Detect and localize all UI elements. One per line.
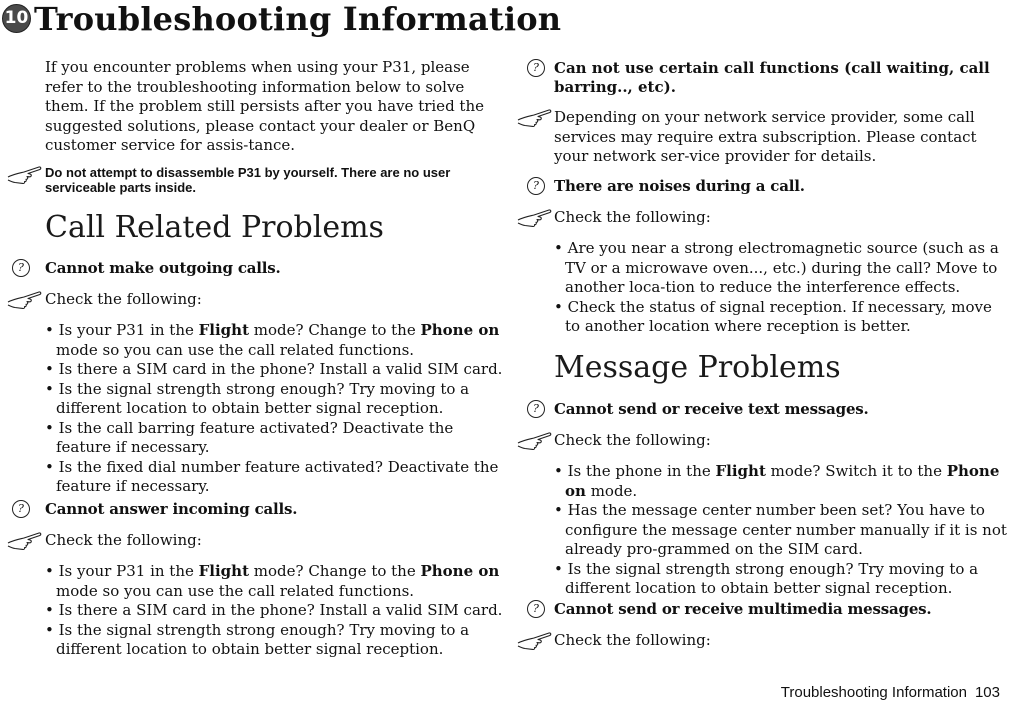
list-item: • Is your P31 in the Flight mode? Change to the Phone on mode so you can use the call related functions. bbox=[45, 321, 500, 359]
warning-note: Do not attempt to disassemble P31 by yourself. There are no user serviceable parts inside. bbox=[45, 165, 451, 195]
question-icon: ? bbox=[527, 600, 545, 618]
list-item: • Is the signal strength strong enough? Try moving to a different location to obtain better signal reception. bbox=[554, 559, 979, 597]
pointing-hand-icon bbox=[516, 431, 552, 451]
mode-name: Phone on bbox=[420, 562, 500, 580]
list-item: • Is the phone in the Flight mode? Switch it to the Phone on mode. bbox=[554, 462, 1000, 500]
pointing-hand-icon bbox=[516, 631, 552, 651]
mode-name: Flight bbox=[198, 321, 250, 339]
list-item: • Is the call barring feature activated? Deactivate the feature if necessary. bbox=[45, 418, 454, 456]
question-heading: Cannot answer incoming calls. bbox=[45, 500, 298, 518]
footer-section-title: Troubleshooting Information bbox=[780, 684, 967, 701]
pointing-hand-icon bbox=[516, 108, 552, 128]
check-label: Check the following: bbox=[45, 290, 202, 308]
question-heading: Cannot send or receive text messages. bbox=[554, 400, 869, 418]
question-icon: ? bbox=[527, 59, 545, 77]
list-item: • Is there a SIM card in the phone? Install a valid SIM card. bbox=[45, 360, 503, 378]
note-paragraph: Depending on your network service provider, some call services may require extra subscription. Please contact your network ser-vice provider for details. bbox=[554, 108, 977, 165]
check-label: Check the following: bbox=[554, 631, 711, 649]
question-icon: ? bbox=[12, 259, 30, 277]
chapter-title: Troubleshooting Information bbox=[34, 0, 562, 38]
list-item: • Is your P31 in the Flight mode? Change to the Phone on mode so you can use the call related functions. bbox=[45, 562, 500, 600]
chapter-number-badge: 10 bbox=[2, 4, 31, 33]
question-heading: Can not use certain call functions (call waiting, call barring.., etc). bbox=[554, 59, 990, 96]
mode-name: Phone on bbox=[420, 321, 500, 339]
list-item: • Is there a SIM card in the phone? Install a valid SIM card. bbox=[45, 601, 503, 619]
check-label: Check the following: bbox=[554, 431, 711, 449]
pointing-hand-icon bbox=[6, 531, 42, 551]
question-icon: ? bbox=[12, 500, 30, 518]
list-item: • Has the message center number been set? You have to configure the message center number manually if it is not already pro-grammed on the SIM card. bbox=[554, 501, 1007, 558]
mode-name: Flight bbox=[198, 562, 250, 580]
mode-name: Flight bbox=[715, 462, 766, 480]
intro-paragraph: If you encounter problems when using your P31, please refer to the troubleshooting information below to solve them. If the problem still persists after you have tried the suggested solutions, please contact your dealer or BenQ customer service for assis-tance. bbox=[45, 58, 484, 154]
pointing-hand-icon bbox=[6, 290, 42, 310]
question-heading: There are noises during a call. bbox=[554, 177, 805, 195]
list-item: • Check the status of signal reception. If necessary, move to another location where reception is better. bbox=[554, 297, 992, 335]
list-item: • Is the signal strength strong enough? Try moving to a different location to obtain better signal reception. bbox=[45, 620, 470, 658]
question-icon: ? bbox=[527, 400, 545, 418]
section-heading-call: Call Related Problems bbox=[45, 210, 384, 245]
check-label: Check the following: bbox=[554, 208, 711, 226]
bullet-list bbox=[554, 462, 1010, 599]
bullet-list bbox=[554, 239, 1010, 337]
question-icon: ? bbox=[527, 177, 545, 195]
section-heading-message: Message Problems bbox=[554, 350, 841, 385]
page-footer bbox=[781, 684, 1000, 701]
question-heading: Cannot send or receive multimedia messages. bbox=[554, 600, 932, 618]
list-item: • Is the fixed dial number feature activated? Deactivate the feature if necessary. bbox=[45, 457, 499, 495]
pointing-hand-icon bbox=[516, 208, 552, 228]
page-number: 103 bbox=[974, 684, 1000, 701]
mode-name: Phone on bbox=[565, 462, 1000, 500]
check-label: Check the following: bbox=[45, 531, 202, 549]
bullet-list bbox=[45, 562, 507, 660]
list-item: • Are you near a strong electromagnetic source (such as a TV or a microwave oven..., etc.) during the call? Move to another loca-tion to reduce the interference effects. bbox=[554, 239, 999, 296]
list-item: • Is the signal strength strong enough? Try moving to a different location to obtain better signal reception. bbox=[45, 379, 470, 417]
bullet-list bbox=[45, 321, 507, 497]
question-heading: Cannot make outgoing calls. bbox=[45, 259, 281, 277]
pointing-hand-icon bbox=[6, 165, 42, 185]
